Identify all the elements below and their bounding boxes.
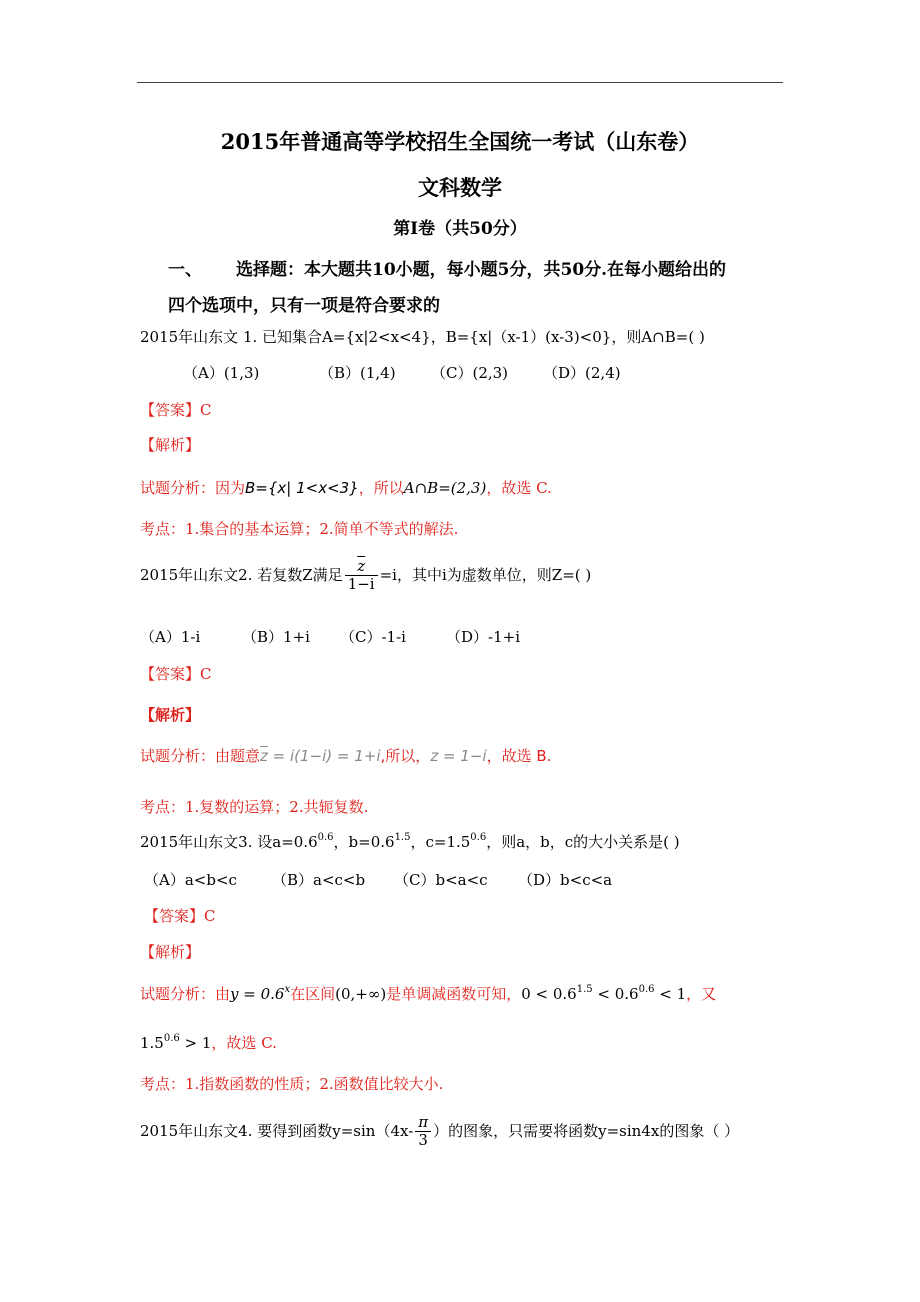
q3-line2-conclusion: ，故选 C. bbox=[211, 1034, 277, 1052]
q2-analysis bbox=[140, 745, 551, 766]
q3-option-a: （A）a<b<c bbox=[144, 871, 237, 889]
q3-stem bbox=[140, 831, 680, 852]
q2-option-d: （D）-1+i bbox=[446, 628, 521, 646]
q3-inequality bbox=[521, 985, 686, 1003]
q1-analysis-so: ，所以 bbox=[358, 479, 404, 497]
q3-stem-b: ，b=0.6 bbox=[333, 833, 395, 851]
q3-ineq-part3: < 1 bbox=[654, 985, 687, 1003]
q2-stem-end: =i，其中i为虚数单位，则Z=( ) bbox=[379, 565, 592, 584]
q2-stem bbox=[140, 558, 591, 594]
q3-option-d: （D）b<c<a bbox=[518, 871, 613, 889]
q1-stem: 2015年山东文 1. 已知集合A={x|2<x<4}，B={x|（x-1）(x-3)<0}，则A∩B=( ) bbox=[140, 328, 705, 346]
q3-analysis-label: 【解析】 bbox=[140, 943, 201, 961]
q3-option-b: （B）a<c<b bbox=[272, 871, 366, 889]
q3-keypoint: 考点：1.指数函数的性质；2.函数值比较大小. bbox=[140, 1075, 444, 1093]
q3-analysis-line1 bbox=[140, 983, 716, 1004]
q1-analysis bbox=[140, 477, 552, 498]
q2-conjugate-z: $\overline{z}$ bbox=[260, 747, 268, 765]
q2-z-result: z = 1−i bbox=[430, 747, 487, 765]
q3-option-c: （C）b<a<c bbox=[394, 871, 488, 889]
part-title: 第Ⅰ卷（共50分） bbox=[393, 219, 527, 239]
q3-function-base: y = 0.6 bbox=[230, 985, 285, 1003]
q1-options bbox=[183, 362, 621, 383]
q3-stem-c: ，c=1.5 bbox=[410, 833, 471, 851]
q4-stem-start: 2015年山东文4. 要得到函数y=sin（4x- bbox=[140, 1121, 414, 1140]
q2-stem-start: 2015年山东文2. 若复数Z满足 bbox=[140, 565, 343, 584]
q1-option-c: （C）(2,3) bbox=[431, 364, 509, 382]
q3-analysis-line2 bbox=[140, 1032, 277, 1053]
q3-function bbox=[230, 985, 290, 1003]
q1-analysis-conclusion: ，故选 C. bbox=[486, 479, 552, 497]
q2-options bbox=[140, 626, 520, 647]
q1-keypoint: 考点：1.集合的基本运算；2.简单不等式的解法. bbox=[140, 520, 459, 538]
q3-line2-base: 1.5 bbox=[140, 1034, 164, 1052]
subject-title: 文科数学 bbox=[418, 175, 502, 200]
q2-answer: 【答案】C bbox=[140, 665, 212, 683]
q3-ineq-exp1: 1.5 bbox=[576, 984, 593, 995]
q3-exp-b: 1.5 bbox=[394, 832, 411, 843]
q3-interval: (0,+∞) bbox=[335, 985, 387, 1003]
q4-stem bbox=[140, 1114, 739, 1150]
q4-stem-end: ）的图象，只需要将函数y=sin4x的图象（ ） bbox=[433, 1121, 740, 1140]
q3-analysis-interval-label: 在区间 bbox=[290, 985, 336, 1003]
q3-exp-a: 0.6 bbox=[317, 832, 334, 843]
q1-option-b: （B）(1,4) bbox=[319, 364, 396, 382]
q1-option-a: （A）(1,3) bbox=[183, 364, 260, 382]
q1-answer: 【答案】C bbox=[140, 401, 212, 419]
q2-analysis-intro: 试题分析：由题意 bbox=[140, 747, 261, 765]
q2-fraction bbox=[345, 558, 378, 594]
q2-analysis-conclusion: ，故选 B. bbox=[486, 747, 552, 765]
q3-ineq-part1: 0 < 0.6 bbox=[521, 985, 577, 1003]
q3-stem-a: 2015年山东文3. 设a=0.6 bbox=[140, 833, 318, 851]
q3-ineq-part2: < 0.6 bbox=[592, 985, 639, 1003]
q2-option-b: （B）1+i bbox=[242, 628, 310, 646]
q2-fraction-numerator: $\overline{z}$ bbox=[345, 558, 378, 576]
section-number: 一、 bbox=[168, 260, 202, 280]
q3-line2-ineq: > 1 bbox=[179, 1034, 212, 1052]
q2-option-c: （C）-1-i bbox=[340, 628, 406, 646]
q4-fraction-denominator: 3 bbox=[418, 1131, 428, 1150]
q2-option-a: （A）1-i bbox=[140, 628, 201, 646]
q2-fraction-denominator: 1−i bbox=[347, 575, 375, 594]
section-instructions-line1: 选择题：本大题共10小题，每小题5分，共50分.在每小题给出的 bbox=[236, 260, 727, 280]
q3-stem-d: ，则a，b，c的大小关系是( ) bbox=[486, 833, 680, 851]
header-rule bbox=[137, 82, 783, 83]
q1-option-d: （D）(2,4) bbox=[543, 364, 621, 382]
q2-analysis-so: ,所以， bbox=[380, 747, 431, 765]
q3-ineq-exp2: 0.6 bbox=[638, 984, 655, 995]
q3-analysis-also: ，又 bbox=[686, 985, 717, 1003]
q3-analysis-intro: 试题分析：由 bbox=[140, 985, 231, 1003]
q4-fraction bbox=[415, 1114, 431, 1150]
q3-options bbox=[144, 869, 612, 890]
q3-line2-exp: 0.6 bbox=[163, 1033, 180, 1044]
q1-intersection: A∩B=(2,3) bbox=[403, 479, 487, 497]
q4-fraction-numerator: π bbox=[415, 1114, 431, 1132]
q3-answer: 【答案】C bbox=[144, 907, 216, 925]
q2-conjugate-calc: = i(1−i) = 1+i bbox=[267, 747, 381, 765]
q2-analysis-label: 【解析】 bbox=[140, 706, 201, 724]
exam-title: 2015年普通高等学校招生全国统一考试（山东卷） bbox=[220, 129, 700, 154]
q2-keypoint: 考点：1.复数的运算；2.共轭复数. bbox=[140, 798, 369, 816]
q1-analysis-intro: 试题分析：因为 bbox=[140, 479, 246, 497]
q1-analysis-label: 【解析】 bbox=[140, 436, 201, 454]
q3-analysis-monotone: 是单调减函数可知， bbox=[386, 985, 522, 1003]
q3-function-exp: x bbox=[284, 984, 291, 995]
q3-exp-c: 0.6 bbox=[470, 832, 487, 843]
q1-set-b: B={x| 1<x<3} bbox=[245, 479, 359, 497]
section-instructions-line2: 四个选项中，只有一项是符合要求的 bbox=[168, 296, 440, 316]
